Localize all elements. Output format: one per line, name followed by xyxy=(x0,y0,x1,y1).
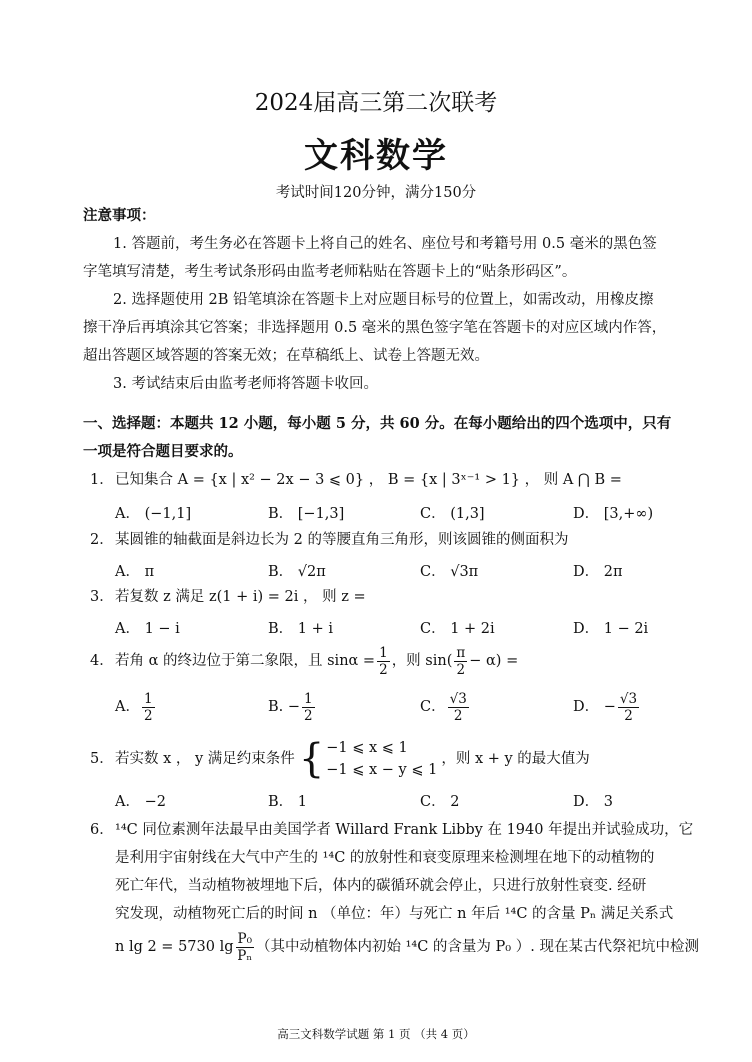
q5-stem xyxy=(115,735,590,783)
q4-option-b xyxy=(268,690,317,724)
q4-stem xyxy=(115,644,518,678)
q4-option-c-denominator: 2 xyxy=(453,707,463,724)
q3-option-d: D． 1 − 2i xyxy=(573,621,649,637)
notice-item-2-line-2: 擦干净后再填涂其它答案；非选择题用 0.5 毫米的黑色签字笔在答题卡的对应区域内作答， xyxy=(83,320,667,336)
q5-option-a: A． −2 xyxy=(115,794,166,810)
q2-option-d: D． 2π xyxy=(573,564,623,580)
section-heading-line-1: 一、选择题：本题共 12 小题，每小题 5 分，共 60 分。在每小题给出的四个选项中，只有 xyxy=(83,415,672,432)
q4-option-d-denominator: 2 xyxy=(624,707,633,724)
notice-item-2-line-1: 2. 选择题使用 2B 铅笔填涂在答题卡上对应题目标号的位置上，如需改动，用橡皮擦 xyxy=(113,292,654,308)
q6-fraction-numerator: P₀ xyxy=(237,930,252,947)
page-footer: 高三文科数学试题 第 1 页 （共 4 页） xyxy=(277,1027,475,1041)
q6-line-1: ¹⁴C 同位素测年法最早由美国学者 Willard Frank Libby 在 1940 年提出并试验成功，它 xyxy=(115,822,694,838)
q1-option-d: D． [3,+∞) xyxy=(573,506,654,522)
q5-option-d: D． 3 xyxy=(573,794,613,810)
q1-option-c: C． (1,3] xyxy=(420,506,485,522)
notice-item-1-line-2: 字笔填写清楚，考生考试条形码由监考老师粘贴在答题卡上的“贴条形码区”。 xyxy=(83,264,577,280)
exam-info: 考试时间120分钟，满分150分 xyxy=(275,185,477,201)
q5-condition-1: −1 ⩽ x ⩽ 1 xyxy=(326,740,408,756)
section-heading-line-2: 一项是符合题目要求的。 xyxy=(83,443,243,460)
q6-number: 6． xyxy=(90,822,114,838)
q5-number: 5． xyxy=(90,751,114,767)
q2-stem: 某圆锥的轴截面是斜边长为 2 的等腰直角三角形，则该圆锥的侧面积为 xyxy=(115,532,569,548)
notice-heading: 注意事项： xyxy=(83,207,156,224)
q4-stem-part-b: ，则 sin( xyxy=(391,653,453,669)
q4-option-a-numerator: 1 xyxy=(143,690,153,707)
q4-half-numerator: 1 xyxy=(379,644,388,661)
q1-option-a: A． (−1,1] xyxy=(115,506,192,522)
q6-formula-left: n lg 2 = 5730 lg xyxy=(115,939,234,955)
q4-stem-part-a: 若角 α 的终边位于第二象限，且 sinα = xyxy=(115,653,376,669)
q4-option-d-label: D． − xyxy=(573,699,616,715)
q4-option-c-label: C． xyxy=(420,699,446,715)
q4-option-b-fraction xyxy=(302,691,315,724)
q3-number: 3． xyxy=(90,589,114,605)
q6-fraction-denominator: Pₙ xyxy=(237,947,253,964)
q4-number: 4． xyxy=(90,653,114,669)
q4-fraction-pi-half xyxy=(454,645,467,678)
q4-option-a xyxy=(115,690,157,724)
q4-pi-denominator: 2 xyxy=(456,661,466,678)
q4-pi-numerator: π xyxy=(456,644,466,661)
q5-stem-part-a: 若实数 x ， y 满足约束条件 xyxy=(115,751,295,767)
q4-option-d-fraction xyxy=(618,691,639,724)
q4-option-b-label: B. − xyxy=(268,699,301,715)
q4-option-c-fraction xyxy=(448,691,469,724)
q4-option-d xyxy=(573,690,641,724)
q4-stem-part-c: − α) = xyxy=(469,653,519,669)
q2-option-b: B． √2π xyxy=(268,564,326,580)
q2-option-a: A． π xyxy=(115,564,155,580)
q1-stem: 已知集合 A = {x | x² − 2x − 3 ⩽ 0} ， B = {x | 3ˣ⁻¹ > 1} ， 则 A ⋂ B = xyxy=(115,472,622,488)
q6-line-4: 究发现，动植物死亡后的时间 n （单位：年）与死亡 n 年后 ¹⁴C 的含量 Pₙ 满足关系式 xyxy=(115,906,674,922)
q4-fraction-half xyxy=(377,645,390,678)
exam-title: 2024届高三第二次联考 xyxy=(254,90,498,116)
notice-item-2-line-3: 超出答题区域答题的答案无效；在草稿纸上、试卷上答题无效。 xyxy=(83,348,489,364)
q4-option-c-numerator: √3 xyxy=(449,690,467,707)
q1-option-b: B． [−1,3] xyxy=(268,506,345,522)
q5-stem-part-b: ，则 x + y 的最大值为 xyxy=(441,751,590,767)
q4-option-d-numerator: √3 xyxy=(619,690,638,707)
q6-line-3: 死亡年代，当动植物被埋地下后，体内的碳循环就会停止，只进行放射性衰变. 经研 xyxy=(115,878,647,894)
q3-option-b: B． 1 + i xyxy=(268,621,333,637)
notice-item-1-line-1: 1. 答题前，考生务必在答题卡上将自己的姓名、座位号和考籍号用 0.5 毫米的黑色签 xyxy=(113,236,657,252)
q3-option-c: C． 1 + 2i xyxy=(420,621,495,637)
q4-option-a-label: A． xyxy=(115,699,140,715)
q4-option-b-numerator: 1 xyxy=(304,690,313,707)
q2-number: 2． xyxy=(90,532,114,548)
notice-item-3: 3. 考试结束后由监考老师将答题卡收回。 xyxy=(113,376,378,392)
q3-stem: 若复数 z 满足 z(1 + i) = 2i ， 则 z = xyxy=(115,589,366,605)
q4-option-b-denominator: 2 xyxy=(304,707,313,724)
q6-line-5-rest: （其中动植物体内初始 ¹⁴C 的含量为 P₀ ）. 现在某古代祭祀坑中检测 xyxy=(256,939,699,955)
q2-option-c: C． √3π xyxy=(420,564,479,580)
q6-formula-fraction xyxy=(236,931,255,964)
q5-condition-2: −1 ⩽ x − y ⩽ 1 xyxy=(326,762,438,778)
q4-option-a-denominator: 2 xyxy=(143,707,153,724)
q6-line-2: 是利用宇宙射线在大气中产生的 ¹⁴C 的放射性和衰变原理来检测埋在地下的动植物的 xyxy=(115,850,655,866)
q5-option-b: B． 1 xyxy=(268,794,307,810)
q4-option-a-fraction xyxy=(142,691,155,724)
q5-conditions xyxy=(326,737,437,781)
q3-option-a: A． 1 − i xyxy=(115,621,180,637)
q4-option-c xyxy=(420,690,471,724)
subject-title: 文科数学 xyxy=(304,136,448,176)
q5-option-c: C． 2 xyxy=(420,794,460,810)
q4-half-denominator: 2 xyxy=(379,661,388,678)
q1-number: 1． xyxy=(90,472,114,488)
q6-line-5 xyxy=(115,930,699,964)
q5-brace: { xyxy=(298,736,325,782)
